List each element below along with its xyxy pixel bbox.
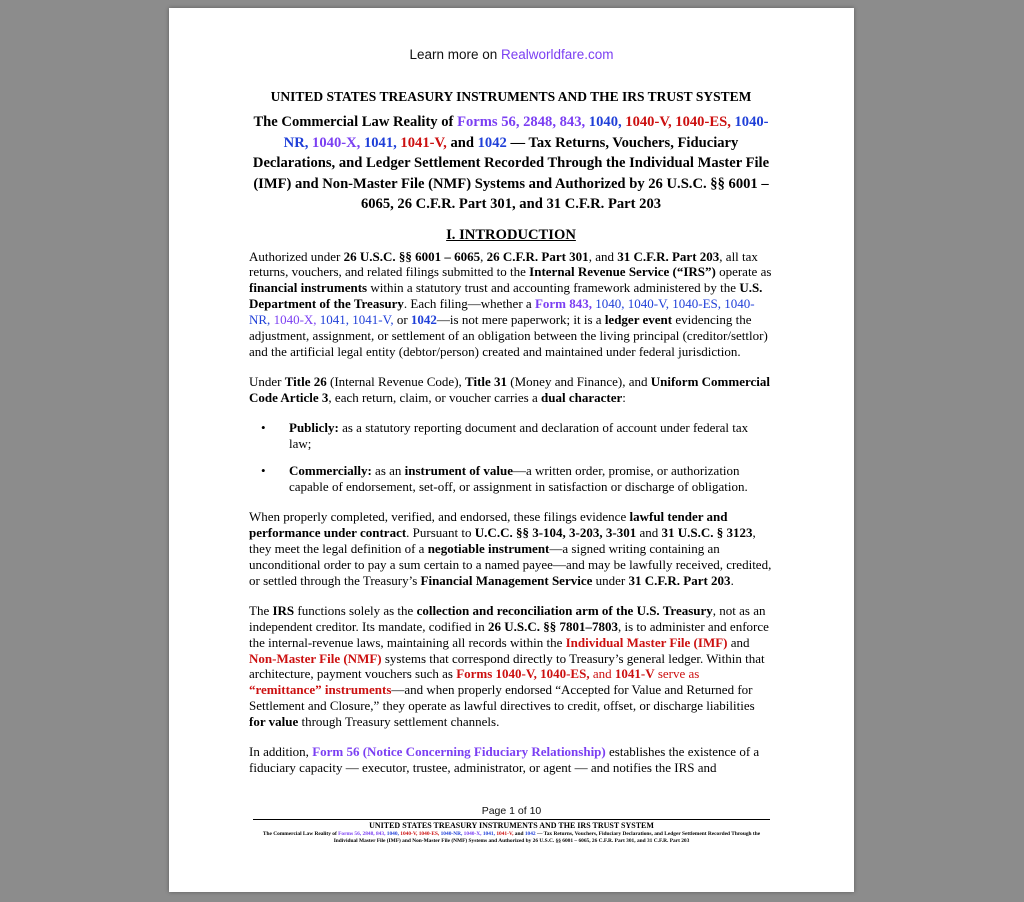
page-number: Page 1 of 10	[481, 805, 542, 817]
promo-banner	[169, 47, 854, 62]
document-page	[169, 8, 854, 892]
paragraph-3: When properly completed, verified, and endorsed, these filings evidence lawful tender and performance under contract. Pursuant to U.C.C. §§ 3-104, 3-203, 3-301 and 31 U.S.C. § 3123, they meet the legal definition of a negotiable instrument—a signed writing containing an unconditional order to pay a sum certain to a named payee—and may be lawfully received, credited, or settled through the Treasury’s Financial Management Service under 31 C.F.R. Part 203.	[249, 509, 772, 588]
bullet-icon: •	[261, 463, 266, 479]
subtitle-forms-blue: 1041,	[360, 134, 397, 151]
list-item: • Publicly: as a statutory reporting document and declaration of account under federal tax law;	[261, 419, 749, 451]
paragraph-1: Authorized under 26 U.S.C. §§ 6001 – 6065, 26 C.F.R. Part 301, and 31 C.F.R. Part 203, all tax returns, vouchers, and related filings submitted to the Internal Revenue Service (“IRS”) operate as financial instruments within a statutory trust and accounting framework administered by the U.S. Department of the Treasury. Each filing—whether a Form 843, 1040, 1040-V, 1040-ES, 1040-NR, 1040-X, 1041, 1041-V, or 1042—is not mere paperwork; it is a ledger event evidencing the adjustment, assignment, or settlement of an obligation between the living principal (creditor/settlor) and the artificial legal entity (debtor/person) created and maintained under federal jurisdiction.	[249, 248, 772, 359]
bullet-icon: •	[261, 419, 266, 435]
subtitle-text: and	[446, 134, 478, 151]
subtitle-forms-purple: 1040-X,	[308, 134, 361, 151]
footer-title: UNITED STATES TREASURY INSTRUMENTS AND THE IRS TRUST SYSTEM	[369, 821, 654, 830]
paragraph-2: Under Title 26 (Internal Revenue Code), Title 31 (Money and Finance), and Uniform Commercial Code Article 3, each return, claim, or voucher carries a dual character:	[249, 373, 770, 405]
subtitle-forms-blue: 1040,	[585, 114, 622, 130]
subtitle-forms-red: 1040-V, 1040-ES,	[621, 114, 731, 130]
list-item: • Commercially: as an instrument of value—a written order, promise, or authorization capable of endorsement, set-off, or assignment in satisfaction or discharge of obligation.	[261, 463, 748, 495]
document-title: UNITED STATES TREASURY INSTRUMENTS AND THE IRS TRUST SYSTEM	[270, 89, 752, 104]
section-heading: I. INTRODUCTION	[446, 226, 576, 243]
subtitle-forms-red: 1041-V,	[396, 134, 447, 151]
bullet-list	[249, 420, 773, 496]
paragraph-4: The IRS functions solely as the collection and reconciliation arm of the U.S. Treasury, not as an independent creditor. Its mandate, codified in 26 U.S.C. §§ 7801–7803, is to administer and enforce the internal-revenue laws, maintaining all records within the Individual Master File (IMF) and Non-Master File (NMF) systems that correspond directly to Treasury’s general ledger. Within that architecture, payment vouchers such as Forms 1040-V, 1040-ES, and 1041-V serve as “remittance” instruments—and when properly endorsed “Accepted for Value and Returned for Settlement and Closure,” they operate as lawful directives to credit, offset, or discharge liabilities for value through Treasury settlement channels.	[249, 602, 769, 730]
footer-divider	[253, 819, 770, 820]
document-body	[249, 88, 773, 790]
subtitle-forms-blue: 1040-NR,	[283, 114, 769, 151]
subtitle-forms-blue: 1042	[477, 134, 507, 151]
footer-subtitle: The Commercial Law Reality of Forms 56, 2848, 843, 1040, 1040-V, 1040-ES, 1040-NR, 1040-X, 1041, 1041-V, and 1042 — Tax Returns, Vouchers, Fiduciary Declarations, and Ledger Settlement Recorded Through the Individual Master File (IMF) and Non-Master File (NMF) Systems and Authorized by 26 U.S.C. §§ 6001 – 6065, 26 C.F.R. Part 301, and 31 C.F.R. Part 203	[262, 831, 761, 844]
document-subtitle	[249, 112, 773, 215]
promo-site-link[interactable]: Realworldfare.com	[501, 47, 614, 62]
subtitle-text: — Tax Returns, Vouchers, Fiduciary Declarations, and Ledger Settlement Recorded Through the Individual Master File (IMF) and Non-Master File (NMF) Systems and Authorized by 26 U.S.C. §§ 6001 – 6065, 26 C.F.R. Part 301, and 31 C.F.R. Part 203	[252, 134, 770, 212]
subtitle-forms-purple: Forms 56, 2848, 843,	[457, 114, 586, 130]
page-footer	[253, 821, 770, 845]
promo-prefix: Learn more on	[409, 47, 501, 62]
paragraph-5: In addition, Form 56 (Notice Concerning Fiduciary Relationship) establishes the existence of a fiduciary capacity — executor, trustee, administrator, or agent — and notifies the IRS and	[249, 744, 760, 775]
subtitle-text: The Commercial Law Reality of	[253, 114, 458, 130]
